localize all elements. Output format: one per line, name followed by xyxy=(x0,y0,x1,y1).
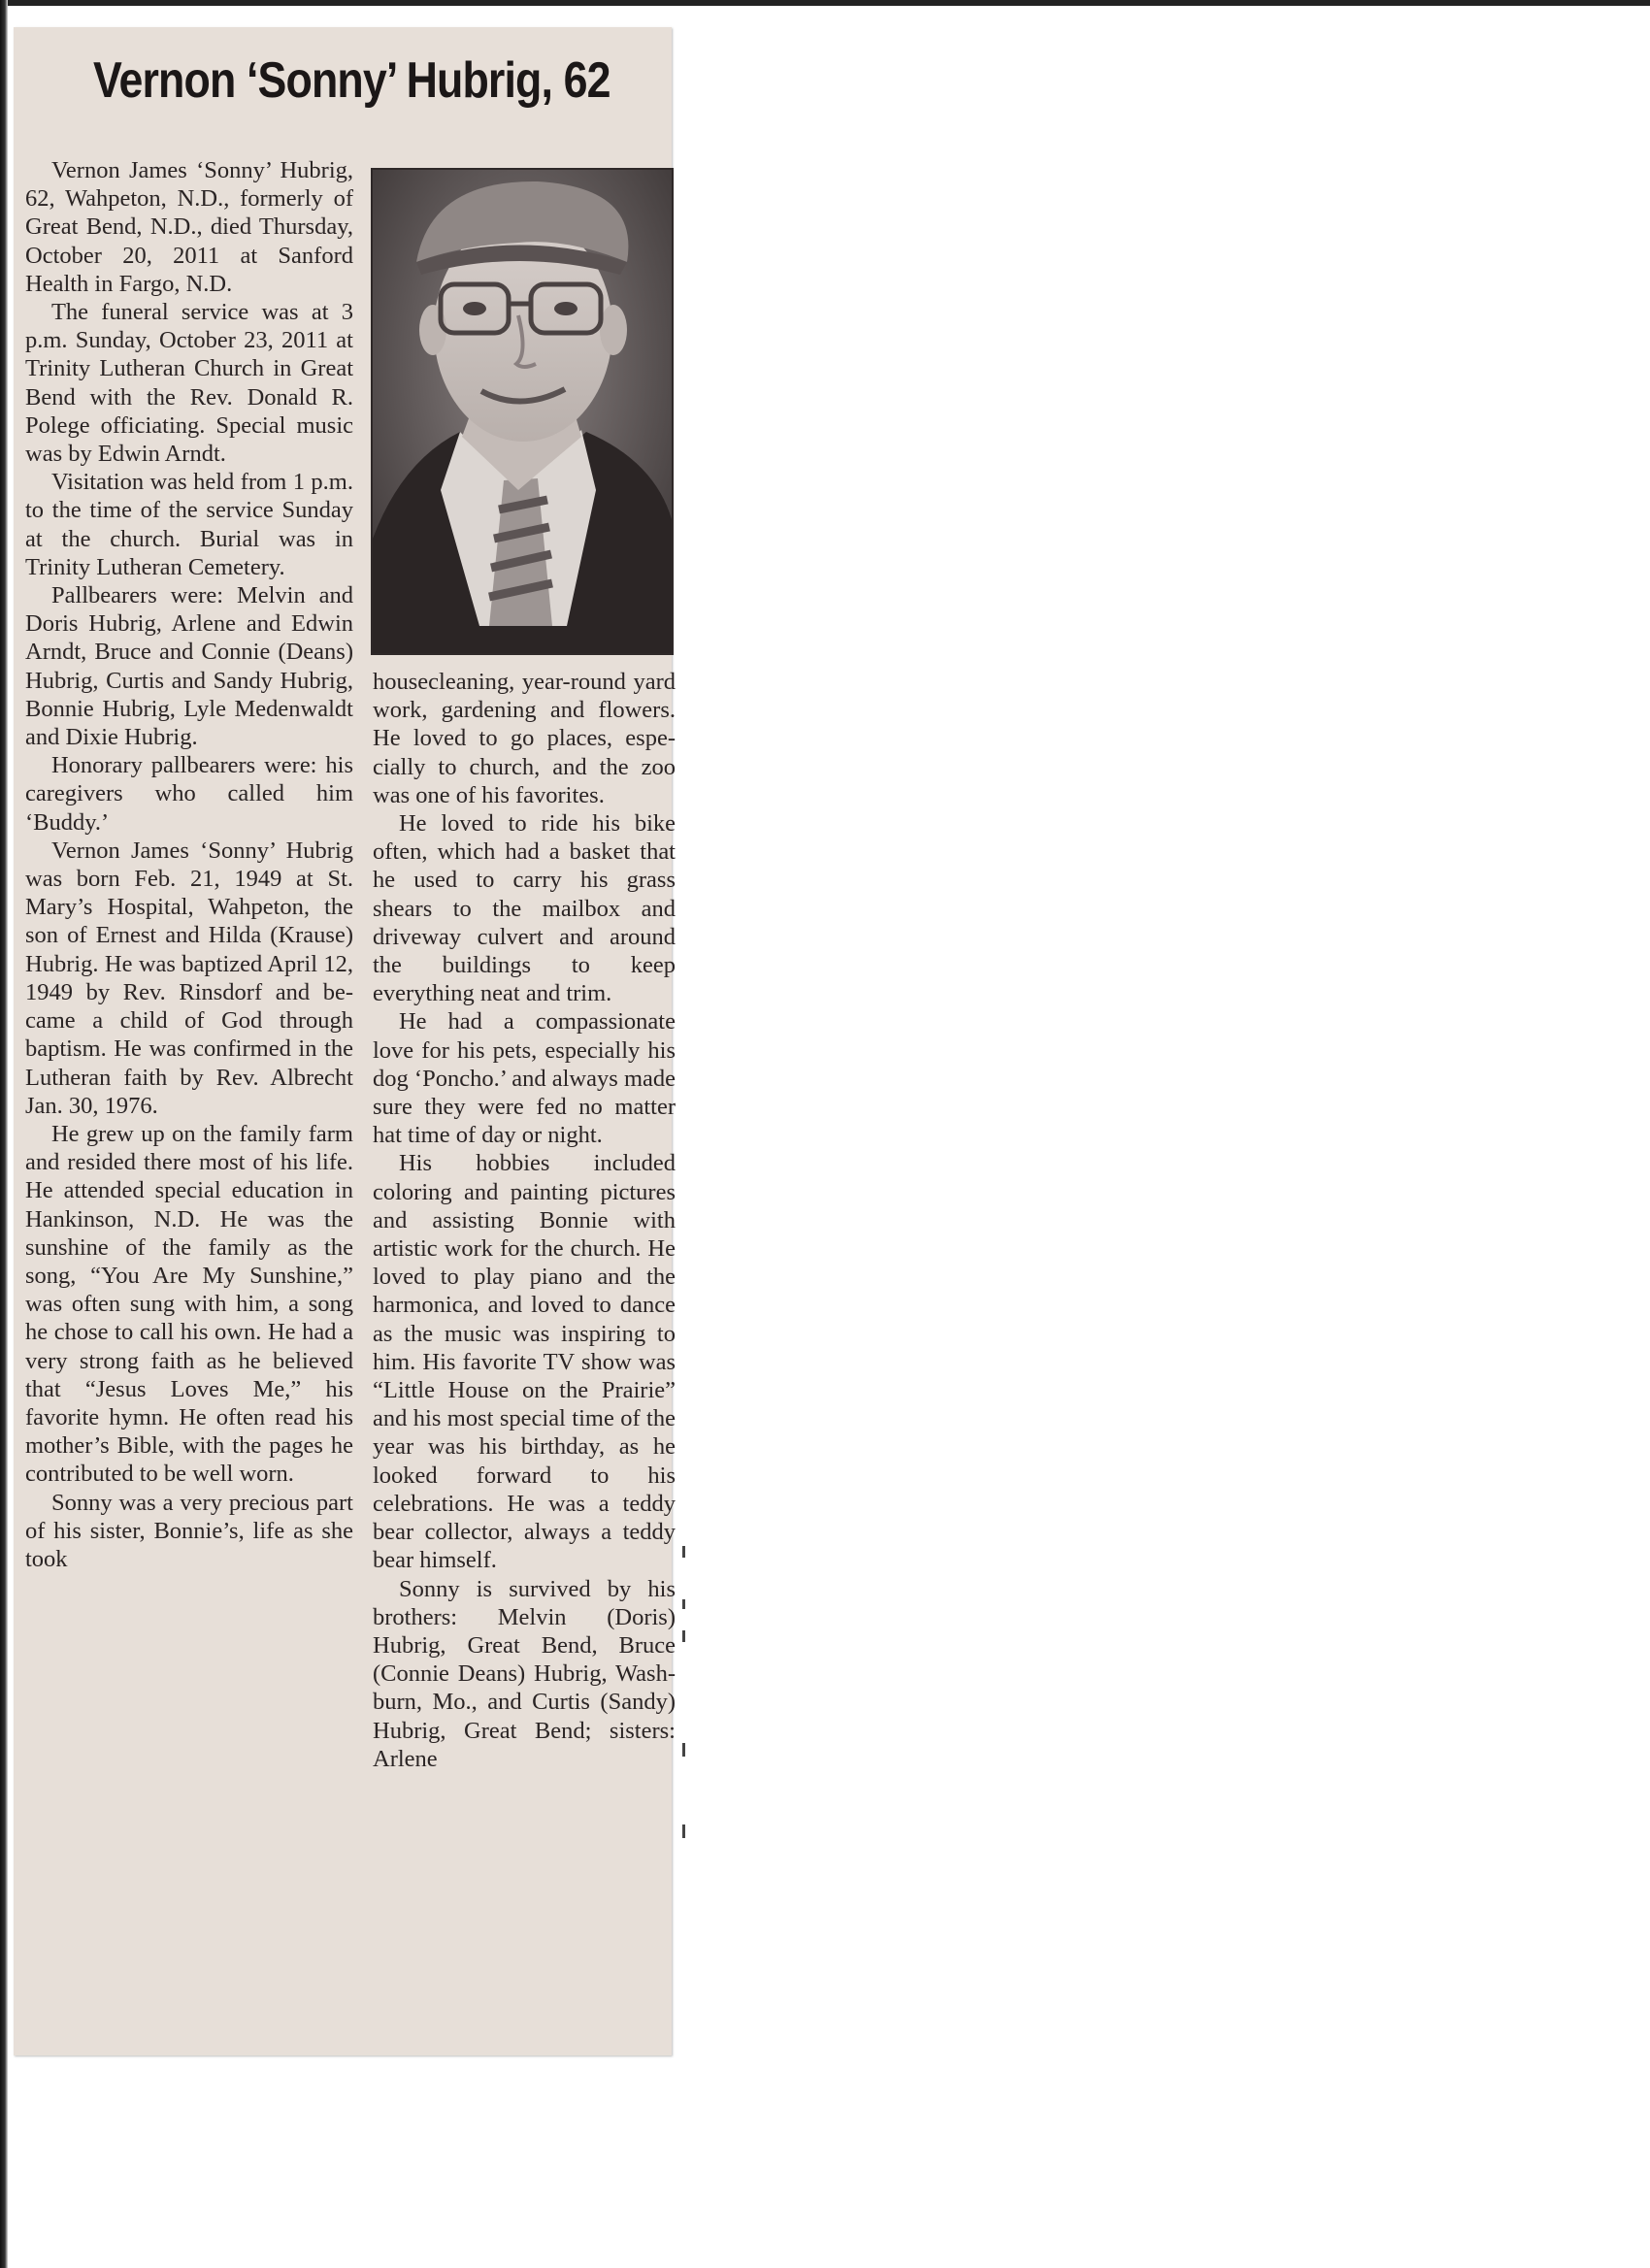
paragraph: Sonny was a very precious part of his sister, Bonnie’s, life as she took xyxy=(25,1489,353,1572)
paragraph: He loved to ride his bike often, which had a basket that he used to carry his grass shears to the mailbox and driveway culvert and around the buildings to keep everything neat and trim. xyxy=(373,810,676,1007)
paragraph: Visitation was held from 1 p.m. to the time of the service Sunday at the church. Burial was in Trinity Lutheran Cemetery. xyxy=(25,469,353,580)
clipping-edge-mark xyxy=(682,1546,685,1558)
paragraph: His hobbies included coloring and painting pictures and assisting Bonnie with artistic work for the church. He loved to play piano and the harmonica, and loved to dance as the music was inspiring to him. His favorite TV show was “Little House on the Prairie” and his most special time of the year was his birthday, as he looked forward to his celebrations. He was a teddy bear collector, always a teddy bear himself. xyxy=(373,1150,676,1574)
portrait-photo-icon xyxy=(373,170,672,653)
paragraph: Vernon James ‘Sonny’ Hubrig, 62, Wahpeton, N.D., formerly of Great Bend, N.D., died Thursday, October 20, 2011 at Sanford Health in Fargo, N.D. xyxy=(25,157,353,297)
scan-top-edge xyxy=(0,0,1650,6)
clipping-edge-mark xyxy=(682,1630,685,1642)
clipping-edge-mark xyxy=(682,1599,685,1609)
obituary-headline: Vernon ‘Sonny’ Hubrig, 62 xyxy=(93,52,610,109)
paragraph: He grew up on the family farm and resided there most of his life. He attended special education in Hankinson, N.D. He was the sunshine of the family as the song, “You Are My Sunshine,” was often sung with him, a song he chose to call his own. He had a very strong faith as he believed that “Jesus Loves Me,” his favorite hymn. He often read his mother’s Bible, with the pages he contributed to be well worn. xyxy=(25,1120,353,1488)
left-column xyxy=(25,156,353,1573)
paragraph: Sonny is survived by his brothers: Melvin (Doris) Hubrig, Great Bend, Bruce (Connie Deans) Hubrig, Washburn, Mo., and Curtis (Sandy) Hubrig, Great Bend; sisters: Arlene xyxy=(373,1575,676,1772)
paragraph: Honorary pallbearers were: his caregivers who called him ‘Buddy.’ xyxy=(25,752,353,836)
scan-left-edge xyxy=(0,0,8,2268)
paragraph: He had a compassionate love for his pets, especially his dog ‘Poncho.’ and always made sure they were fed no matter hat time of day or night. xyxy=(373,1008,676,1149)
paragraph: Vernon James ‘Sonny’ Hubrig was born Feb. 21, 1949 at St. Mary’s Hospital, Wahpeton, the son of Ernest and Hilda (Krause) Hubrig. He was baptized April 12, 1949 by Rev. Rinsdorf and became a child of God through baptism. He was confirmed in the Lutheran faith by Rev. Albrecht Jan. 30, 1976. xyxy=(25,837,353,1119)
clipping-edge-mark xyxy=(682,1824,685,1838)
clipping-edge-mark xyxy=(682,1743,685,1757)
portrait-photo xyxy=(371,168,674,655)
paragraph: housecleaning, year-round yard work, gardening and flowers. He loved to go places, especially to church, and the zoo was one of his favorites. xyxy=(373,669,676,808)
right-column xyxy=(373,668,676,1773)
paragraph: Pallbearers were: Melvin and Doris Hubrig, Arlene and Edwin Arndt, Bruce and Connie (Deans) Hubrig, Curtis and Sandy Hubrig, Bonnie Hubrig, Lyle Medenwaldt and Dixie Hubrig. xyxy=(25,582,353,751)
paragraph: The funeral service was at 3 p.m. Sunday, October 23, 2011 at Trinity Lutheran Church in Great Bend with the Rev. Donald R. Polege officiating. Special music was by Edwin Arndt. xyxy=(25,299,353,468)
newspaper-clipping xyxy=(14,27,676,2055)
